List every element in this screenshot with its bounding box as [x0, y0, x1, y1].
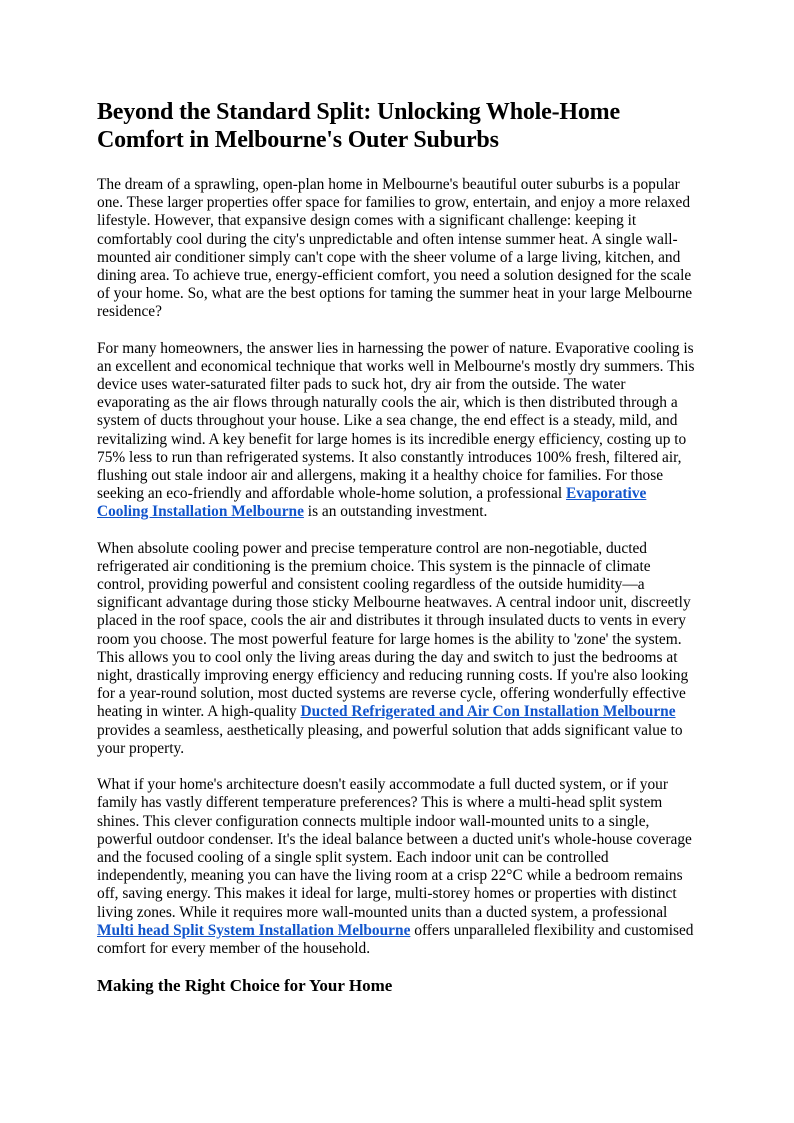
document-title: Beyond the Standard Split: Unlocking Whole-Home Comfort in Melbourne's Outer Suburbs [97, 99, 620, 153]
paragraph-intro: The dream of a sprawling, open-plan home in Melbourne's beautiful outer suburbs is a popular one. These larger properties offer space for families to grow, entertain, and enjoy a more relaxed lifestyle. However, that expansive design comes with a significant challenge: keeping it comfortably cool during the city's unpredictable and often intense summer heat. A single wall-mounted air conditioner simply can't cope with the sheer volume of a large living, kitchen, and dining area. To achieve true, energy-efficient comfort, you need a solution designed for the scale of your home. So, what are the best options for taming the summer heat in your large Melbourne residence? [97, 176, 693, 321]
paragraph-multi-head [97, 776, 697, 958]
paragraph-text: When absolute cooling power and precise temperature control are non-negotiable, ducted refrigerated air conditioning is the premium choice. This system is the pinnacle of climate control, providing powerful and consistent cooling regardless of the outside humidity—a significant advantage during those sticky Melbourne heatwaves. A central indoor unit, discreetly placed in the roof space, cools the air and distributes it through insulated ducts to vents in every room you choose. The most powerful feature for large homes is the ability to 'zone' the system. This allows you to cool only the living areas during the day and switch to just the bedrooms at night, drastically improving energy efficiency and reducing running costs. If you're also looking for a year-round solution, most ducted systems are reverse cycle, offering wonderfully effective heating in winter. A high-quality [97, 539, 691, 721]
evaporative-cooling-link[interactable]: Evaporative Cooling Installation Melbourne [97, 485, 647, 521]
ducted-refrigerated-link[interactable]: Ducted Refrigerated and Air Con Installation Melbourne [300, 703, 676, 721]
paragraph-text: offers unparalleled flexibility and customised comfort for every member of the household. [97, 921, 694, 957]
paragraph-ducted [97, 540, 697, 758]
paragraph-text: is an outstanding investment. [303, 503, 488, 521]
paragraph-evaporative [97, 340, 697, 522]
multi-head-split-link[interactable]: Multi head Split System Installation Melbourne [97, 921, 411, 939]
section-heading: Making the Right Choice for Your Home [97, 976, 393, 996]
paragraph-text: provides a seamless, aesthetically pleasing, and powerful solution that adds significant value to your property. [97, 721, 683, 757]
document-page [97, 98, 697, 996]
paragraph-text: What if your home's architecture doesn't easily accommodate a full ducted system, or if your family has vastly different temperature preferences? This is where a multi-head split system shines. This clever configuration connects multiple indoor wall-mounted units to a single, powerful outdoor condenser. It's the ideal balance between a ducted unit's whole-house coverage and the focused cooling of a single split system. Each indoor unit can be controlled independently, meaning you can have the living room at a crisp 22°C while a bedroom remains off, saving energy. This makes it ideal for large, multi-storey homes or properties with distinct living zones. While it requires more wall-mounted units than a ducted system, a professional [97, 776, 692, 921]
paragraph-text: For many homeowners, the answer lies in harnessing the power of nature. Evaporative cooling is an excellent and economical technique that works well in Melbourne's mostly dry summers. This device uses water-saturated filter pads to suck hot, dry air from the outside. The water evaporating as the air flows through naturally cools the air, which is then distributed through a system of ducts throughout your house. Like a sea change, the end effect is a steady, mild, and revitalizing wind. A key benefit for large homes is its incredible energy efficiency, costing up to 75% less to run than refrigerated systems. It also constantly introduces 100% fresh, filtered air, flushing out stale indoor air and allergens, making it a healthy choice for families. For those seeking an eco-friendly and affordable whole-home solution, a professional [97, 339, 695, 503]
